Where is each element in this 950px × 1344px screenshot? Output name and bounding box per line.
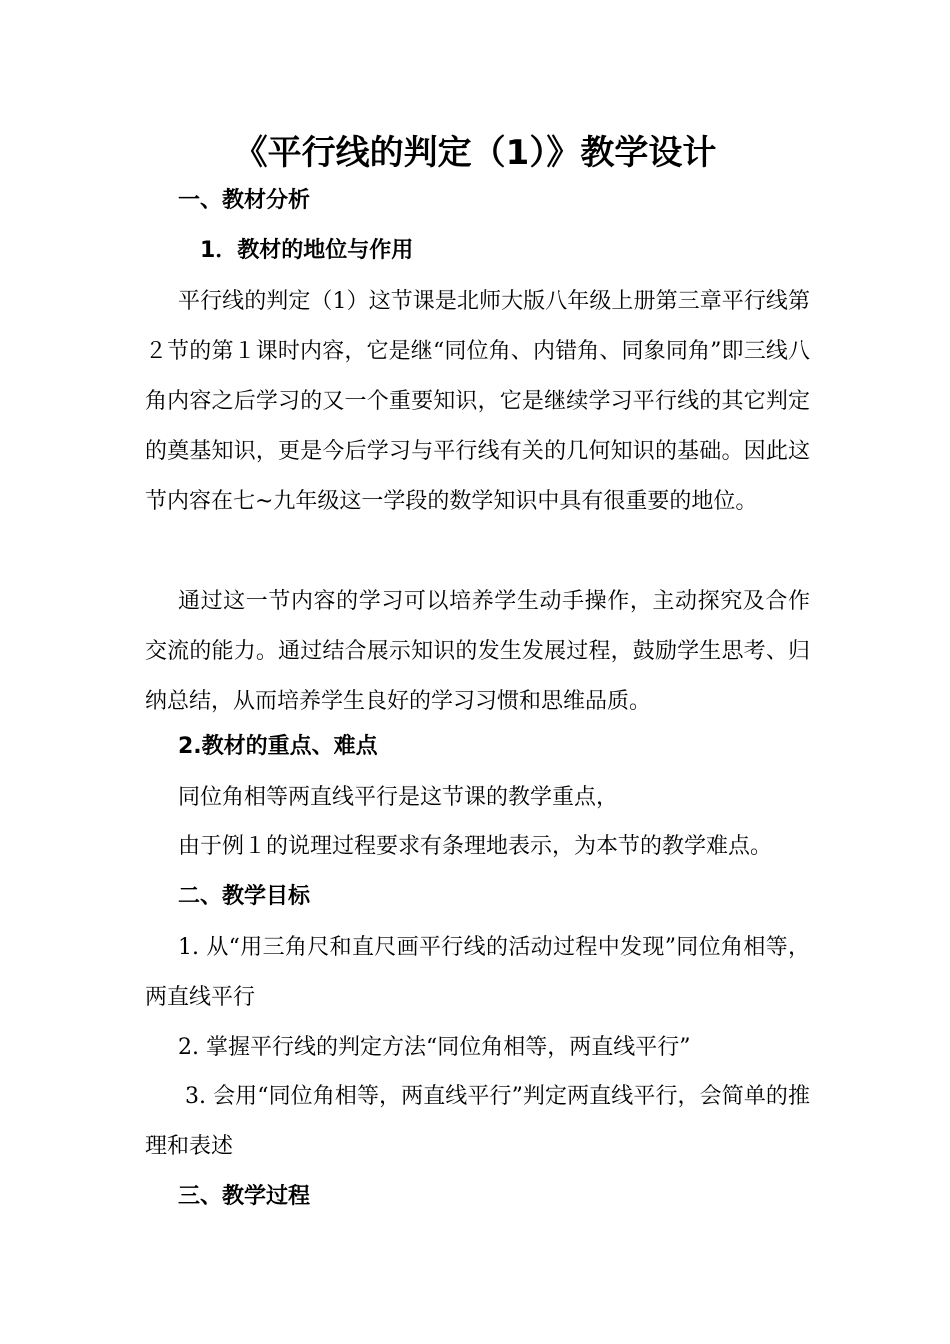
section-heading-process: 三、教学过程 [178, 1184, 311, 1209]
section-heading-analysis: 一、教材分析 [178, 188, 311, 213]
subheading-key-points: 2.教材的重点、难点 [178, 734, 378, 759]
key-point-text: 同位角相等两直线平行是这节课的教学重点， [178, 785, 619, 810]
section-heading-goals: 二、教学目标 [178, 884, 311, 909]
goal-item-2: 2. 掌握平行线的判定方法“同位角相等，两直线平行” [178, 1035, 691, 1060]
subheading-role: 1．教材的地位与作用 [200, 238, 414, 263]
difficulty-text: 由于例１的说理过程要求有条理地表示，为本节的教学难点。 [178, 834, 773, 859]
document-title: 《平行线的判定（1）》教学设计 [233, 133, 717, 173]
paragraph-role: 平行线的判定（1）这节课是北师大版八年级上册第三章平行线第２节的第１课时内容，它是继“同位角、内错角、同象同角”即三线八角内容之后学习的又一个重要知识，它是继续学习平行线的其它判定的奠基知识，更是今后学习与平行线有关的几何知识的基础。因此这节内容在七~九年级这一学段的数学知识中具有很重要的地位。 [145, 289, 810, 514]
goal-item-1: 1. 从“用三角尺和直尺画平行线的活动过程中发现”同位角相等，两直线平行 [145, 935, 810, 1010]
paragraph-ability: 通过这一节内容的学习可以培养学生动手操作，主动探究及合作交流的能力。通过结合展示知识的发生发展过程，鼓励学生思考、归纳总结，从而培养学生良好的学习习惯和思维品质。 [145, 589, 810, 714]
goal-item-3: 3. 会用“同位角相等，两直线平行”判定两直线平行，会简单的推理和表述 [145, 1084, 810, 1159]
